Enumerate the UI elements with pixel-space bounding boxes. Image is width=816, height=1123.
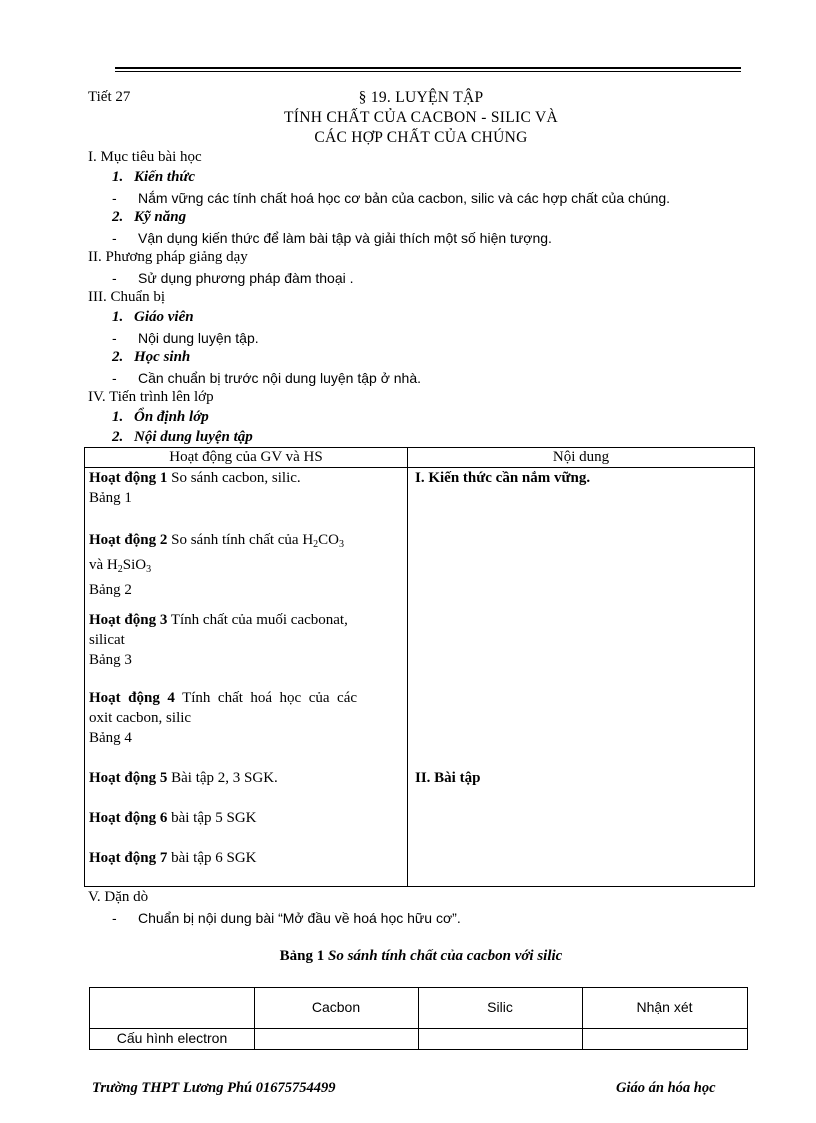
comparison-table	[89, 987, 748, 1050]
activity-table-ref: Bảng 2	[89, 582, 132, 598]
activity-text: bài tập 5 SGK	[167, 810, 257, 826]
activity-table-ref: Bảng 1	[89, 490, 132, 506]
activity-text: bài tập 6 SGK	[167, 850, 257, 866]
section-3-item-2	[112, 349, 190, 366]
activity-4	[89, 688, 357, 748]
activity-6	[89, 808, 257, 828]
table-column-divider	[582, 988, 583, 1049]
table-column-divider	[254, 988, 255, 1049]
bullet-dash: -	[112, 230, 117, 246]
formula-part: và H	[89, 557, 118, 573]
header-silic: Silic	[487, 999, 513, 1015]
activity-label: Hoạt động 2	[89, 532, 168, 548]
bullet-dash: -	[112, 190, 117, 206]
activity-label: Hoạt động 5	[89, 770, 168, 786]
row-electron-config: Cấu hình electron	[116, 1030, 228, 1046]
subscript: 2	[313, 539, 319, 550]
activity-5	[89, 768, 278, 788]
item-number: 1.	[112, 169, 124, 185]
caption-label: Bảng 1	[279, 948, 325, 964]
activity-label: Hoạt động 4	[89, 690, 175, 706]
section-3-heading: III. Chuẩn bị	[88, 289, 166, 305]
content-knowledge: I. Kiến thức cần nắm vững.	[415, 470, 591, 486]
item-label: Kiến thức	[134, 169, 196, 185]
header-remark: Nhận xét	[636, 999, 693, 1015]
formula-part: SiO	[122, 557, 147, 573]
content-exercises: II. Bài tập	[415, 770, 481, 786]
item-label: Ổn định lớp	[134, 409, 209, 425]
activity-text: Tính chất của muối cacbonat,	[167, 612, 348, 628]
activity-label: Hoạt động 7	[89, 850, 168, 866]
formula-part: CO	[318, 532, 340, 548]
top-rule-thin	[115, 71, 741, 72]
item-label: Nội dung luyện tập	[134, 429, 253, 445]
item-number: 1.	[112, 309, 124, 325]
table-header-activities: Hoạt động của GV và HS	[169, 449, 323, 465]
activity-table-ref: Bảng 3	[89, 652, 132, 668]
bullet-dash: -	[112, 330, 117, 346]
item-label: Học sinh	[134, 349, 191, 365]
footer-school: Trường THPT Lương Phú 01675754499	[92, 1080, 336, 1096]
activity-table	[84, 447, 755, 887]
table-column-divider	[407, 448, 408, 886]
section-4-heading: IV. Tiến trình lên lớp	[88, 389, 214, 405]
activity-text: So sánh cacbon, silic.	[167, 470, 301, 486]
item-number: 2.	[112, 429, 124, 445]
activity-text: Tính chất hoá học của các	[174, 690, 358, 706]
table-2-caption	[88, 948, 754, 965]
lesson-number: Tiết 27	[88, 89, 131, 105]
activity-1	[89, 468, 301, 508]
activity-2	[89, 530, 344, 600]
bullet-text: Cần chuẩn bị trước nội dung luyện tập ở nhà.	[138, 370, 422, 386]
item-number: 2.	[112, 209, 124, 225]
bullet-text: Nắm vững các tính chất hoá học cơ bản của cacbon, silic và các hợp chất của chúng.	[138, 190, 671, 206]
section-1-bullet-1	[112, 190, 670, 206]
title-line-1: § 19. LUYỆN TẬP	[358, 89, 484, 106]
bullet-dash: -	[112, 270, 117, 286]
activity-text-line-2: silicat	[89, 632, 125, 648]
subscript: 3	[146, 564, 152, 575]
section-1-item-2	[112, 209, 186, 226]
top-rule-thick	[115, 67, 741, 69]
bullet-dash: -	[112, 370, 117, 386]
section-1-item-1	[112, 169, 195, 186]
activity-text: Bài tập 2, 3 SGK.	[167, 770, 278, 786]
caption-text: So sánh tính chất của cacbon với silic	[324, 948, 563, 964]
activity-text: So sánh tính chất của H	[167, 532, 314, 548]
section-3-item-1	[112, 309, 194, 326]
activity-3	[89, 610, 348, 670]
bullet-text: Chuẩn bị nội dung bài “Mở đầu về hoá học hữu cơ”.	[138, 910, 461, 926]
bullet-text: Vận dụng kiến thức để làm bài tập và giải thích một số hiện tượng.	[138, 230, 552, 246]
activity-table-ref: Bảng 4	[89, 730, 132, 746]
bullet-text: Nội dung luyện tập.	[138, 330, 259, 346]
section-1-heading: I. Mục tiêu bài học	[88, 149, 202, 165]
activity-text-line-2: oxit cacbon, silic	[89, 710, 192, 726]
section-2-heading: II. Phương pháp giảng dạy	[88, 249, 248, 265]
table-header-content: Nội dung	[552, 449, 610, 465]
item-number: 2.	[112, 349, 124, 365]
footer-subject: Giáo án hóa học	[616, 1080, 716, 1096]
activity-label: Hoạt động 3	[89, 612, 168, 628]
item-number: 1.	[112, 409, 124, 425]
section-1-bullet-2	[112, 230, 552, 246]
section-4-item-1	[112, 409, 209, 426]
section-2-bullet-1	[112, 270, 354, 286]
header-cacbon: Cacbon	[311, 999, 361, 1015]
activity-label: Hoạt động 1	[89, 470, 168, 486]
bullet-text: Sử dụng phương pháp đàm thoại .	[138, 270, 354, 286]
section-3-bullet-2	[112, 370, 421, 386]
bullet-dash: -	[112, 910, 117, 926]
section-4-item-2	[112, 429, 253, 446]
activity-label: Hoạt động 6	[89, 810, 168, 826]
table-row-divider	[90, 1028, 747, 1029]
title-line-2: TÍNH CHẤT CỦA CACBON - SILIC VÀ	[284, 109, 558, 126]
table-column-divider	[418, 988, 419, 1049]
item-label: Giáo viên	[134, 309, 194, 325]
section-3-bullet-1	[112, 330, 259, 346]
section-5-heading: V. Dặn dò	[88, 889, 149, 905]
item-label: Kỹ năng	[134, 209, 187, 225]
section-5-bullet-1	[112, 910, 461, 926]
title-line-3: CÁC HỢP CHẤT CỦA CHÚNG	[314, 129, 528, 146]
subscript: 3	[339, 539, 345, 550]
subscript: 2	[117, 564, 123, 575]
activity-7	[89, 848, 257, 868]
